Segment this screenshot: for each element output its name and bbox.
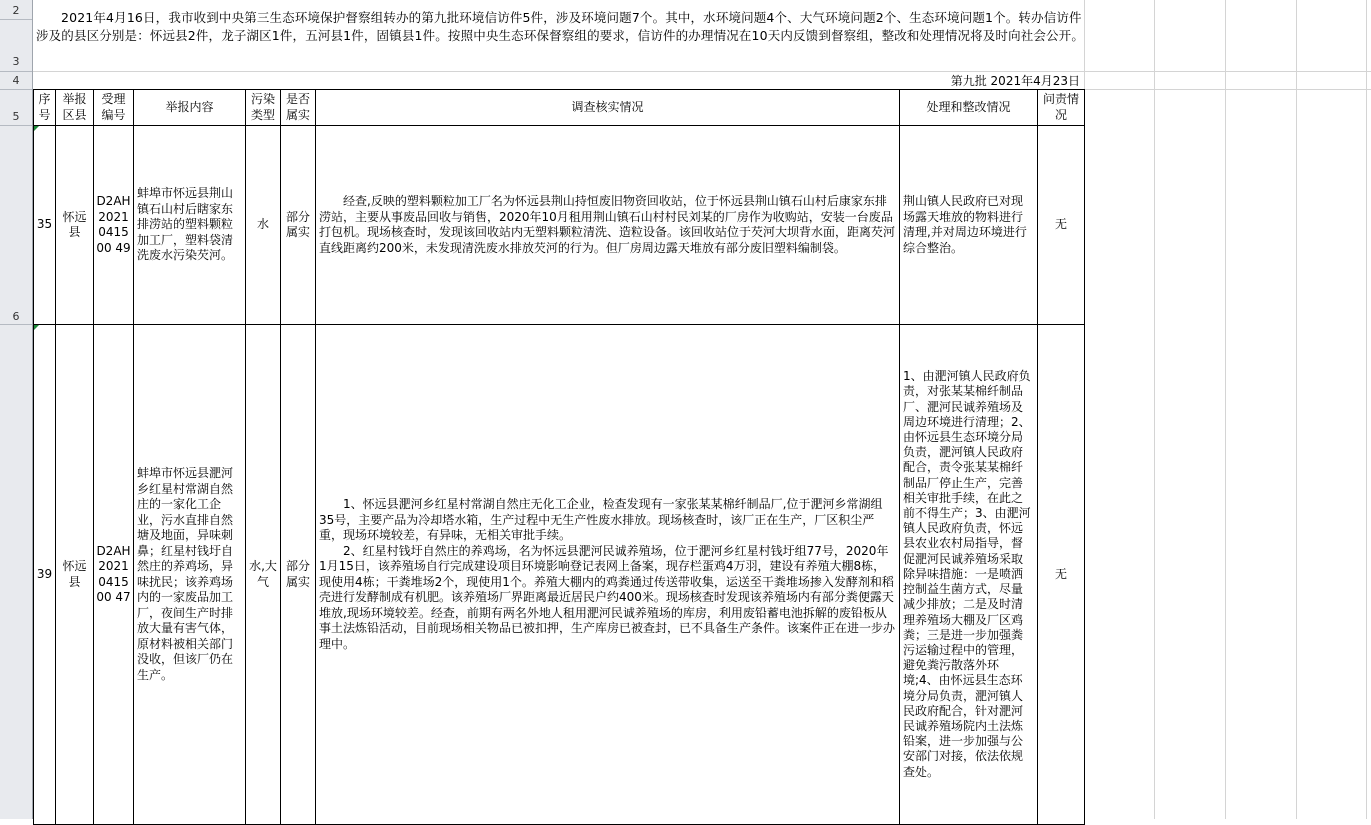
batch-date-cell[interactable]: 第九批 2021年4月23日 bbox=[950, 74, 1080, 88]
header-type[interactable]: 污染类型 bbox=[246, 90, 281, 126]
cell-content[interactable]: 蚌埠市怀远县荆山镇石山村后瞎家东排涝站的塑料颗粒加工厂，塑料袋清洗废水污染芡河。 bbox=[134, 126, 246, 325]
row-divider bbox=[0, 19, 32, 20]
investigation-paragraph: 经查,反映的塑料颗粒加工厂名为怀远县荆山持恒废旧物资回收站，位于怀远县荆山镇石山村后康家东排涝站，主要从事废品回收与销售，2020年10月租用荆山镇石山村村民刘某的厂房作为收购站，安装一台废品打包机。现场核查时，发现该回收站内无塑料颗粒清洗、造粒设备。该回收站位于芡河大坝背水面，距离芡河直线距离约200米，未发现清洗废水排放芡河的行为。但厂房周边露天堆放有部分废旧塑料编制袋。 bbox=[319, 194, 896, 255]
cell-comment-indicator[interactable] bbox=[34, 126, 39, 131]
gridline bbox=[1366, 0, 1367, 819]
cell-county[interactable]: 怀远县 bbox=[56, 126, 94, 325]
gridline bbox=[1225, 0, 1226, 819]
cell-seq[interactable]: 35 bbox=[34, 126, 56, 325]
gridline bbox=[1296, 0, 1297, 819]
investigation-paragraph: 2、红星村钱圩自然庄的养鸡场，名为怀远县淝河民诚养殖场，位于淝河乡红星村钱圩组77号，2020年1月15日，该养殖场自行完成建设项目环境影响登记表网上备案，现存栏蛋鸡4万羽，建设有养殖大棚8栋，现使用4栋；干粪堆场2个，现使用1个。养殖大棚内的鸡粪通过传送带收集，运送至干粪堆场掺入发酵剂和稻壳进行发酵制成有机肥。该养殖场厂界距离最近居民户约400米。现场核查时发现该养殖场内有部分粪便露天堆放,现场环境较差。经查，前期有两名外地人租用淝河民诚养殖场的库房，利用废铅蓄电池拆解的废铅板从事土法炼铅活动，目前现场相关物品已被扣押，生产库房已被查封，已不具备生产条件。该案件正在进一步办理中。 bbox=[319, 543, 896, 651]
complaint-table bbox=[33, 89, 1085, 825]
row-number[interactable]: 3 bbox=[12, 55, 20, 68]
row-number[interactable]: 2 bbox=[12, 4, 20, 17]
cell-investigation[interactable] bbox=[316, 126, 900, 325]
investigation-paragraph: 1、怀远县淝河乡红星村常湖自然庄无化工企业，检查发现有一家张某某棉纤制品厂,位于淝河乡常湖组35号，主要产品为冷却塔水箱，生产过程中无生产性废水排放。现场核查时，该厂正在生产，厂区积尘严重，现场环境较差，有异味，无相关审批手续。 bbox=[319, 497, 883, 542]
header-accountability[interactable]: 问责情况 bbox=[1038, 90, 1085, 126]
cell-accountability[interactable]: 无 bbox=[1038, 325, 1085, 825]
row-number[interactable]: 5 bbox=[12, 110, 20, 123]
cell-verified[interactable]: 部分属实 bbox=[281, 325, 316, 825]
row-number[interactable]: 6 bbox=[12, 310, 20, 323]
row-divider bbox=[0, 71, 32, 72]
row-divider bbox=[0, 324, 32, 325]
row-number[interactable]: 4 bbox=[12, 74, 20, 87]
cell-investigation[interactable] bbox=[316, 325, 900, 825]
header-code[interactable]: 受理编号 bbox=[94, 90, 134, 126]
cell-handling[interactable]: 1、由淝河镇人民政府负责，对张某某棉纤制品厂、淝河民诚养殖场及周边环境进行清理；2、由怀远县生态环境分局负责，淝河镇人民政府配合，责令张某某棉纤制品厂停止生产，完善相关审批手续，在此之前不得生产；3、由淝河镇人民政府负责，怀远县农业农村局指导，督促淝河民诚养殖场采取除异味措施：一是喷洒控制益生菌方式，尽量减少排放；二是及时清理养殖场大棚及厂区鸡粪；三是进一步加强粪污运输过程中的管理，避免粪污散落外环境;4、由怀远县生态环境分局负责，淝河镇人民政府配合，针对淝河民诚养殖场院内土法炼铅案，进一步加强与公安部门对接，依法依规查处。 bbox=[900, 325, 1038, 825]
intro-text-cell[interactable]: 2021年4月16日，我市收到中央第三生态环境保护督察组转办的第九批环境信访件5件，涉及环境问题7个。其中，水环境问题4个、大气环境问题2个、生态环境问题1个。转办信访件涉及的县区分别是：怀远县2件，龙子湖区1件，五河县1件，固镇县1件。按照中央生态环保督察组的要求，信访件的办理情况在10天内反馈到督察组，整改和处理情况将及时向社会公开。 bbox=[36, 10, 1084, 43]
gridline bbox=[1154, 0, 1155, 819]
header-content[interactable]: 举报内容 bbox=[134, 90, 246, 126]
gridline bbox=[33, 71, 1371, 72]
cell-code[interactable]: D2AH2021041500 49 bbox=[94, 126, 134, 325]
cell-accountability[interactable]: 无 bbox=[1038, 126, 1085, 325]
cell-county[interactable]: 怀远县 bbox=[56, 325, 94, 825]
cell-seq[interactable]: 39 bbox=[34, 325, 56, 825]
cell-type[interactable]: 水,大气 bbox=[246, 325, 281, 825]
table-row bbox=[34, 325, 1085, 825]
row-divider bbox=[0, 89, 32, 90]
header-verified[interactable]: 是否属实 bbox=[281, 90, 316, 126]
header-county[interactable]: 举报区县 bbox=[56, 90, 94, 126]
row-header-column bbox=[0, 0, 33, 819]
header-seq[interactable]: 序号 bbox=[34, 90, 56, 126]
cell-code[interactable]: D2AH2021041500 47 bbox=[94, 325, 134, 825]
cell-comment-indicator[interactable] bbox=[34, 325, 39, 330]
cell-content[interactable]: 蚌埠市怀远县淝河乡红星村常湖自然庄的一家化工企业，污水直排自然塘及地面，异味刺鼻；红星村钱圩自然庄的养鸡场，异味扰民；该养鸡场内的一家废品加工厂，夜间生产时排放大量有害气体，原材料被相关部门没收，但该厂仍在生产。 bbox=[134, 325, 246, 825]
header-handling[interactable]: 处理和整改情况 bbox=[900, 90, 1038, 126]
table-row bbox=[34, 126, 1085, 325]
cell-verified[interactable]: 部分属实 bbox=[281, 126, 316, 325]
header-row bbox=[34, 90, 1085, 126]
header-investigation[interactable]: 调查核实情况 bbox=[316, 90, 900, 126]
row-divider bbox=[0, 125, 32, 126]
cell-handling[interactable]: 荆山镇人民政府已对现场露天堆放的物料进行清理,并对周边环境进行综合整治。 bbox=[900, 126, 1038, 325]
cell-type[interactable]: 水 bbox=[246, 126, 281, 325]
